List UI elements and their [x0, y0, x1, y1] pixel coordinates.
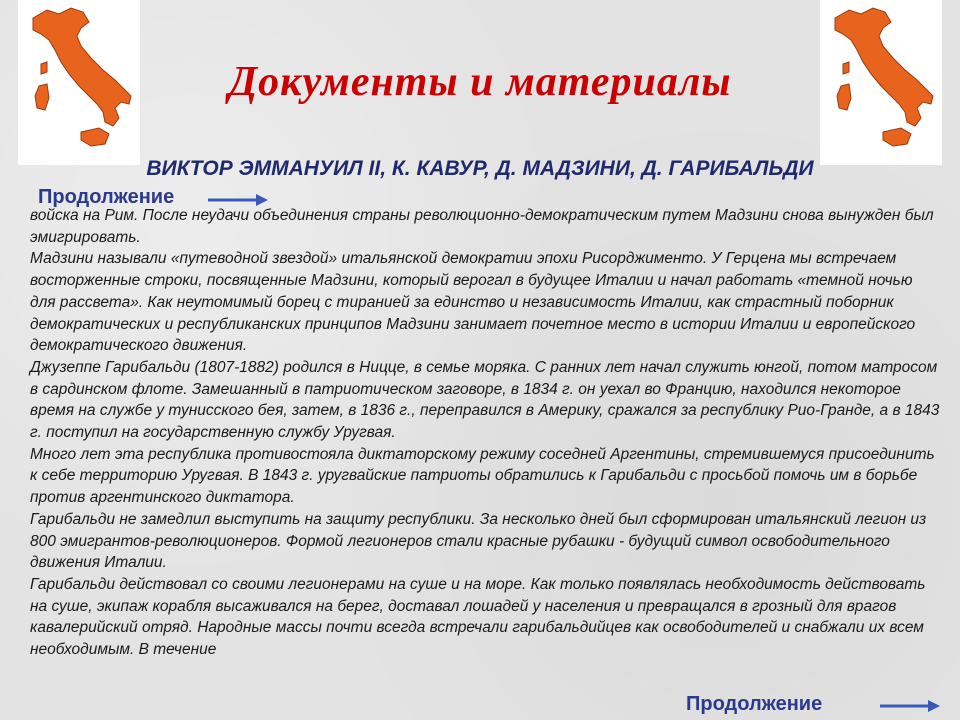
continue-link-bottom[interactable]: Продолжение [686, 693, 823, 715]
continue-link-top[interactable]: Продолжение [38, 186, 175, 208]
page-subtitle: ВИКТОР ЭММАНУИЛ II, К. КАВУР, Д. МАДЗИНИ, Д. ГАРИБАЛЬДИ [146, 157, 814, 180]
paragraph: войска на Рим. После неудачи объединения страны революционно-демократическим путем Мадзини снова вынужден был эмигрировать. [30, 207, 934, 246]
document-body [30, 205, 942, 661]
italy-map-icon [18, 0, 140, 165]
paragraph: Много лет эта республика противостояла диктаторскому режиму соседней Аргентины, стремившемуся присоединить к себе территорию Уругвая. В 1843 г. уругвайские патриоты обратились к Гарибальди с просьбой помочь им в борьбе против аргентинского диктатора. [30, 445, 935, 507]
paragraph: Гарибальди не замедлил выступить на защиту республики. За несколько дней был сформирован итальянский легион из 800 эмигрантов-революционеров. Формой легионеров стали красные рубашки - будущий символ освободительного движения Италии. [30, 510, 927, 572]
paragraph: Джузеппе Гарибальди (1807-1882) родился в Ницце, в семье моряка. С ранних лет начал служить юнгой, потом матросом в сардинском флоте. Замешанный в патриотическом заговоре, в 1834 г. он уехал во Францию, находился некоторое время на службе у тунисского бея, затем, в 1836 г., переправился в Америку, сражался за республику Рио-Гранде, а в 1843 г. поступил на государственную службу Уругвая. [30, 358, 940, 442]
paragraph: Гарибальди действовал со своими легионерами на суше и на море. Как только появлялась необходимость действовать на суше, экипаж корабля высаживался на берег, доставал лошадей у населения и превращался в грозный для врагов кавалерийский отряд. Народные массы почти всегда встречали гарибальдийцев как освободителей и снабжали их всем необходимым. В течение [30, 575, 926, 659]
paragraph: Мадзини называли «путеводной звездой» итальянской демократии эпохи Рисорджименто. У Герцена мы встречаем восторженные строки, посвященные Мадзини, который верогал в будущее Италии и начал работать «темной ночью для рассвета». Как неутомимый борец с тиранией за единство и независимость Италии, как страстный поборник демократических и республиканских принципов Мадзини занимает почетное место в истории Италии и европейского демократического движения. [30, 250, 916, 355]
arrow-right-icon[interactable] [880, 700, 940, 712]
italy-map-icon [820, 0, 942, 165]
page-title: Документы и материалы [228, 59, 732, 105]
